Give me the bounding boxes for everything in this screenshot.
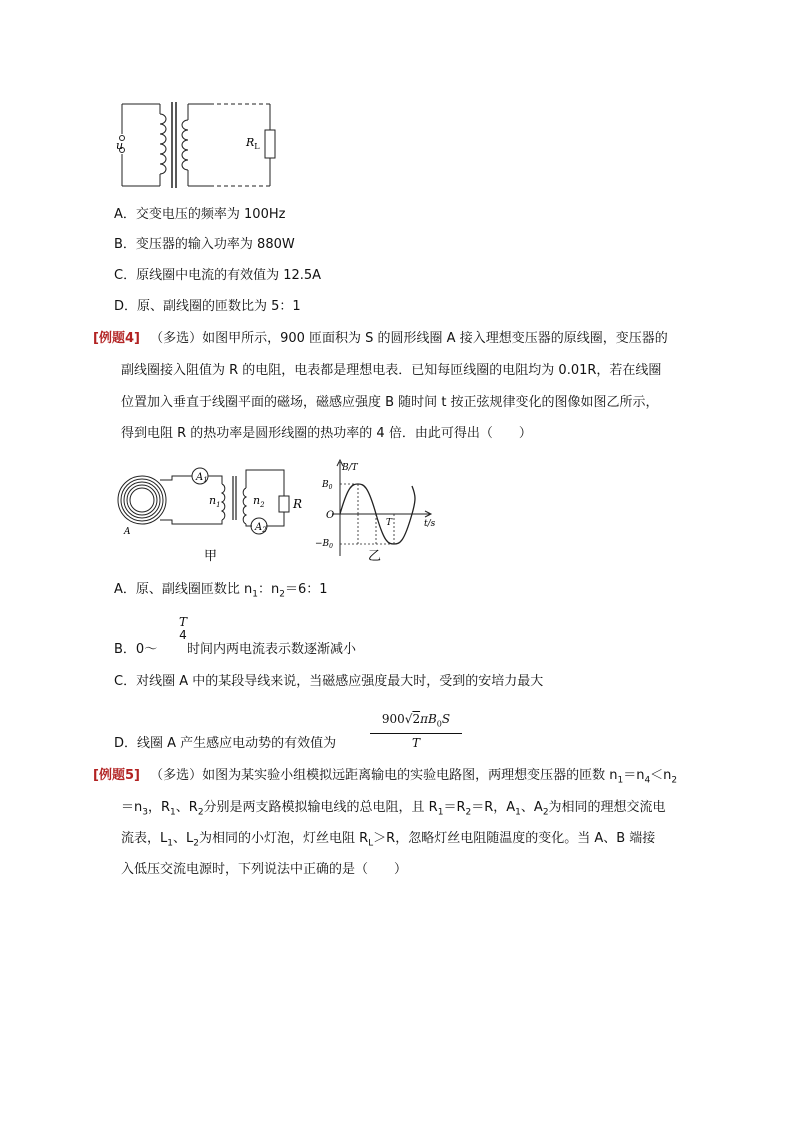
q4-line-1 — [93, 330, 668, 348]
q4-option-b-fraction: T 4 — [178, 615, 187, 642]
q5-tag: [例题5] — [93, 768, 140, 783]
n1-label: $n_1$ — [209, 494, 221, 509]
q5-line-3: 流表，$L_1$、$L_2$为相同的小灯泡，灯丝电阻 $R_L>R$，忽略灯丝电阻随温度的变化。当 A、B 端接 — [121, 831, 656, 849]
q4-option-b-pre: B．0～ — [114, 642, 158, 657]
q3-option-c: C．原线圈中电流的有效值为 12.5A — [114, 268, 322, 283]
coil-a-label: A — [124, 527, 131, 537]
y-axis-label: B/T — [342, 463, 358, 473]
figure-jia — [112, 458, 302, 566]
q3-option-b: B．变压器的输入功率为 880W — [114, 237, 295, 252]
origin-label: O — [326, 510, 335, 521]
q4-line-3: 位置加入垂直于线圈平面的磁场，磁感应强度 B 随时间 t 按正弦规律变化的图像如图乙所示， — [121, 395, 659, 410]
q4-option-a: A．原、副线圈匝数比 $n_1$：$n_2=6$：1 — [114, 582, 328, 600]
q3-option-a: A．交变电压的频率为 100Hz — [114, 207, 286, 222]
q5-line-1: [例题5] （多选）如图为某实验小组模拟远距离输电的实验电路图，两理想变压器的匝数 $n_1=n_4<n_2$ — [93, 768, 678, 786]
caption-jia: 甲 — [204, 549, 218, 564]
u-label: u — [116, 139, 124, 152]
period-t-label: T — [386, 518, 393, 528]
q5-line-4: 入低压交流电源时，下列说法中正确的是（ ） — [121, 862, 408, 877]
r-label: R — [293, 497, 302, 511]
transformer-circuit-figure — [112, 96, 287, 192]
x-axis-label: t/s — [424, 519, 436, 529]
ammeter-a2-label: $A_2$ — [255, 522, 267, 534]
ammeter-a1-label: $A_1$ — [196, 472, 208, 484]
q4-option-c: C．对线圈 A 中的某段导线来说，当磁感应强度最大时，受到的安培力最大 — [114, 674, 544, 689]
rl-label: $R_L$ — [246, 136, 260, 151]
n2-label: $n_2$ — [253, 494, 265, 509]
caption-yi: 乙 — [368, 549, 382, 564]
q4-line-4: 得到电阻 R 的热功率是圆形线圈的热功率的 4 倍．由此可得出（ ） — [121, 426, 532, 441]
b0-label: $B_0$ — [322, 480, 333, 491]
neg-b0-label: $-B_0$ — [315, 539, 333, 550]
figure-yi-graph — [312, 456, 462, 568]
q4-option-d-formula: $900√2\pi B_0S$ T — [370, 712, 462, 751]
q4-text-1: （多选）如图甲所示，900 匝面积为 S 的圆形线圈 A 接入理想变压器的原线圈，变压器的 — [150, 331, 668, 346]
q4-option-b-post: 时间内两电流表示数逐渐减小 — [187, 642, 357, 657]
q3-option-d: D．原、副线圈的匝数比为 5：1 — [114, 299, 301, 314]
q4-line-2: 副线圈接入阻值为 R 的电阻，电表都是理想电表．已知每匝线圈的电阻均为 0.01R，若在线圈 — [121, 363, 662, 378]
q4-option-d: D．线圈 A 产生感应电动势的有效值为 — [114, 736, 337, 751]
q4-tag: [例题4] — [93, 331, 140, 346]
q5-line-2: $=n_3$，$R_1$、$R_2$分别是两支路模拟输电线的总电阻，且 $R_1=R_2=R$，$A_1$、$A_2$为相同的理想交流电 — [121, 800, 666, 818]
